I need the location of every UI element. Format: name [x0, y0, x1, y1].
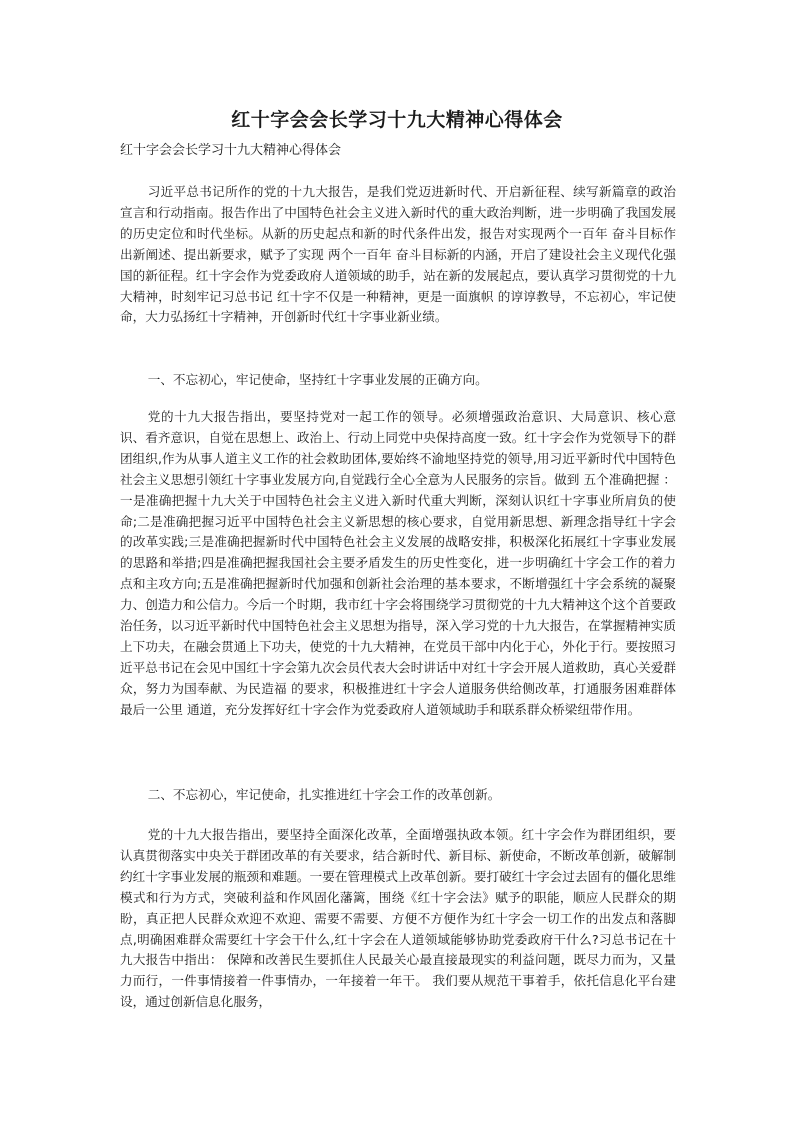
paragraph-section-1: 党的十九大报告指出，要坚持党对一起工作的领导。必须增强政治意识、大局意识、核心意识、看齐意识，自觉在思想上、政治上、行动上同党中央保持高度一致。红十字会作为党领导下的群团组织,作为从事人道主义工作的社会救助团体,要始终不渝地坚持党的领导,用习近平新时代中国特色社会主义思想引领红十字事业发展方向,自觉践行全心全意为人民服务的宗旨。做到 五个准确把握 ：一是准确把握十九大关于中国特色社会主义进入新时代重大判断，深刻认识红十字事业所肩负的使命;二是准确把握习近平中国特色社会主义新思想的核心要求，自觉用新思想、新理念指导红十字会的改革实践;三是准确把握新时代中国特色社会主义发展的战略安排，积极深化拓展红十字事业发展的思路和举措;四是准确把握我国社会主要矛盾发生的历史性变化，进一步明确红十字会工作的着力点和主攻方向;五是准确把握新时代加强和创新社会治理的基本要求，不断增强红十字会系统的凝聚力、创造力和公信力。今后一个时期，我市红十字会将围绕学习贯彻党的十九大精神这个这个首要政治任务，以习近平新时代中国特色社会主义思想为指导，深入学习党的十九大报告，在掌握精神实质上下功夫，在融会贯通上下功夫，使党的十九大精神，在党员干部中内化于心，外化于行。要按照习近平总书记在会见中国红十字会第九次会员代表大会时讲话中对红十字会开展人道救助，真心关爱群众，努力为国奉献、为民造福 的要求，积极推进红十字会人道服务供给侧改革，打通服务困难群体 最后一公里 通道，充分发挥好红十字会作为党委政府人道领域助手和联系群众桥梁纽带作用。 — [120, 409, 676, 717]
section-heading-1: 一、不忘初心，牢记使命，坚持红十字事业发展的正确方向。 — [147, 372, 488, 387]
document-title: 红十字会会长学习十九大精神心得体会 — [231, 109, 563, 131]
section-heading-2: 二、不忘初心，牢记使命，扎实推进红十字会工作的改革创新。 — [147, 787, 501, 802]
paragraph-intro: 习近平总书记所作的党的十九大报告，是我们党迈进新时代、开启新征程、续写新篇章的政治宣言和行动指南。报告作出了中国特色社会主义进入新时代的重大政治判断，进一步明确了我国发展的历史定位和时代坐标。从新的历史起点和新的时代条件出发，报告对实现两个一百年 奋斗目标作出新阐述、提出新要求，赋予了实现 两个一百年 奋斗目标新的内涵，开启了建设社会主义现代化强国的新征程。红十字会作为党委政府人道领域的助手，站在新的发展起点，要认真学习贯彻党的十九大精神，时刻牢记习总书记 红十字不仅是一种精神，更是一面旗帜 的谆谆教导，不忘初心，牢记使命，大力弘扬红十字精神，开创新时代红十字事业新业绩。 — [120, 184, 676, 325]
document-subtitle: 红十字会会长学习十九大精神心得体会 — [120, 143, 342, 158]
paragraph-section-2: 党的十九大报告指出，要坚持全面深化改革，全面增强执政本领。红十字会作为群团组织，要认真贯彻落实中央关于群团改革的有关要求，结合新时代、新目标、新使命，不断改革创新，破解制约红十字事业发展的瓶颈和难题。一要在管理模式上改革创新。要打破红十字会过去固有的僵化思维模式和行为方式，突破利益和作风固化藩篱，围绕《红十字会法》赋予的职能，顺应人民群众的期盼，真正把人民群众欢迎不欢迎、需要不需要、方便不方便作为红十字会一切工作的出发点和落脚点,明确困难群众需要红十字会干什么,红十字会在人道领域能够协助党委政府干什么?习总书记在十九大报告中指出： 保障和改善民生要抓住人民最关心最直接最现实的利益问题，既尽力而为，又量力而行，一件事情接着一件事情办，一年接着一年干。 我们要从规范干事着手，依托信息化平台建设，通过创新信息化服务， — [120, 827, 676, 1010]
